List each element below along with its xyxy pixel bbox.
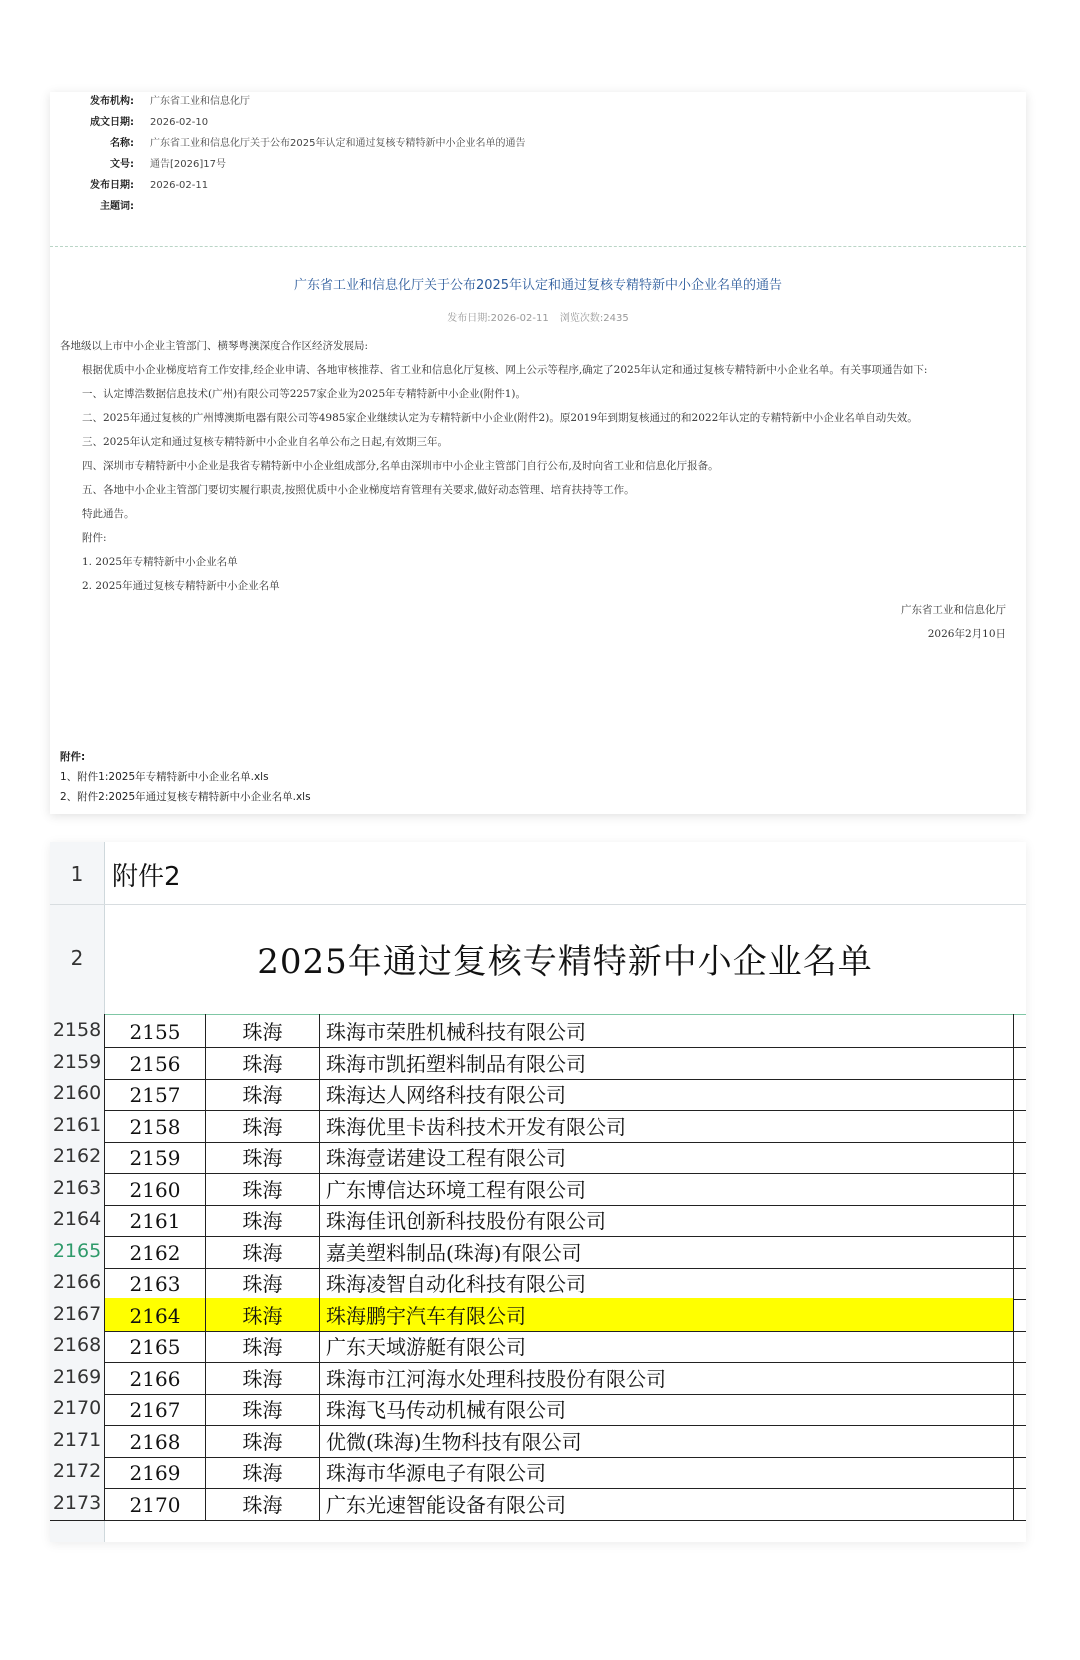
table-row	[50, 1046, 1026, 1080]
city-cell[interactable]: 珠海	[205, 1235, 319, 1268]
company-name-cell[interactable]: 嘉美塑料制品(珠海)有限公司	[319, 1235, 1013, 1268]
seq-cell[interactable]: 2168	[104, 1424, 205, 1457]
cell-border	[1013, 1487, 1014, 1520]
company-name-cell[interactable]: 珠海凌智自动化科技有限公司	[319, 1266, 1013, 1299]
meta-label: 名称:	[110, 138, 134, 149]
city-cell[interactable]: 珠海	[205, 1455, 319, 1488]
cell-border	[1013, 1172, 1014, 1205]
seq-cell[interactable]: 2161	[104, 1203, 205, 1236]
city-cell[interactable]: 珠海	[205, 1392, 319, 1425]
attachment-entry: 1. 2025年专精特新中小企业名单	[82, 556, 238, 568]
company-name-cell[interactable]: 珠海佳讯创新科技股份有限公司	[319, 1203, 1013, 1236]
sheet-row-2	[50, 904, 1026, 1015]
table-row	[50, 1140, 1026, 1174]
meta-value: 广东省工业和信息化厅	[150, 96, 250, 107]
paragraph: 五、各地中小企业主管部门要切实履行职责,按照优质中小企业梯度培育管理有关要求,做好动态管理、培育扶持等工作。	[82, 484, 635, 496]
attachment-link-2[interactable]: 2、附件2:2025年通过复核专精特新中小企业名单.xls	[60, 791, 311, 803]
spreadsheet	[50, 842, 1026, 1542]
row-number[interactable]: 2160	[50, 1077, 104, 1110]
city-cell[interactable]: 珠海	[205, 1077, 319, 1110]
table-row	[50, 1235, 1026, 1269]
paragraph: 附件:	[82, 532, 107, 544]
notice-card	[50, 92, 1026, 814]
row-number[interactable]: 2172	[50, 1455, 104, 1488]
company-name-cell[interactable]: 广东光速智能设备有限公司	[319, 1487, 1013, 1520]
seq-cell[interactable]: 2158	[104, 1109, 205, 1142]
dashed-divider	[50, 246, 1026, 247]
signature: 广东省工业和信息化厅	[901, 604, 1006, 616]
publish-info	[50, 310, 1026, 328]
table-row	[50, 1487, 1026, 1521]
city-cell[interactable]: 珠海	[205, 1487, 319, 1520]
table-row	[50, 1298, 1026, 1332]
meta-label: 主题词:	[100, 201, 134, 212]
view-count: 浏览次数:2435	[559, 313, 629, 324]
table-row	[50, 1014, 1026, 1048]
cell-border	[1013, 1109, 1014, 1142]
meta-value: 广东省工业和信息化厅关于公布2025年认定和通过复核专精特新中小企业名单的通告	[150, 138, 526, 149]
city-cell[interactable]: 珠海	[205, 1424, 319, 1457]
company-name-cell[interactable]: 广东天域游艇有限公司	[319, 1329, 1013, 1362]
cell-border	[1013, 1046, 1014, 1079]
company-name-cell[interactable]: 珠海壹诺建设工程有限公司	[319, 1140, 1013, 1173]
cell-border	[1013, 1329, 1014, 1362]
cell-border	[1013, 1361, 1014, 1394]
cell-border	[1013, 1266, 1014, 1299]
paragraph: 三、2025年认定和通过复核专精特新中小企业自名单公布之日起,有效期三年。	[82, 436, 449, 448]
seq-cell[interactable]: 2162	[104, 1235, 205, 1268]
company-name-cell[interactable]: 珠海市华源电子有限公司	[319, 1455, 1013, 1488]
table-row	[50, 1329, 1026, 1363]
notice-body	[60, 338, 1010, 650]
meta-value: 2026-02-11	[150, 180, 209, 191]
row-number[interactable]: 2	[70, 946, 84, 970]
city-cell[interactable]: 珠海	[205, 1140, 319, 1173]
row-number[interactable]: 2163	[50, 1172, 104, 1205]
seq-cell[interactable]: 2160	[104, 1172, 205, 1205]
paragraph: 根据优质中小企业梯度培育工作安排,经企业申请、各地审核推荐、省工业和信息化厅复核、网上公示等程序,确定了2025年认定和通过复核专精特新中小企业名单。有关事项通告如下:	[82, 364, 928, 376]
city-cell[interactable]: 珠海	[205, 1046, 319, 1079]
city-cell[interactable]: 珠海	[205, 1172, 319, 1205]
seq-cell[interactable]: 2170	[104, 1487, 205, 1520]
cell-border	[1013, 1235, 1014, 1268]
company-name-cell[interactable]: 珠海市荣胜机械科技有限公司	[319, 1014, 1013, 1047]
attachment-entry: 2. 2025年通过复核专精特新中小企业名单	[82, 580, 280, 592]
company-name-cell[interactable]: 珠海飞马传动机械有限公司	[319, 1392, 1013, 1425]
row-number[interactable]: 2170	[50, 1392, 104, 1425]
seq-cell[interactable]: 2169	[104, 1455, 205, 1488]
meta-value: 2026-02-10	[150, 117, 209, 128]
seq-cell[interactable]: 2166	[104, 1361, 205, 1394]
cell-border	[1013, 1203, 1014, 1236]
row-number[interactable]: 2171	[50, 1424, 104, 1457]
table-row	[50, 1203, 1026, 1237]
city-cell[interactable]: 珠海	[205, 1329, 319, 1362]
table-row	[50, 1424, 1026, 1458]
company-name-cell[interactable]: 珠海达人网络科技有限公司	[319, 1077, 1013, 1110]
company-name-cell[interactable]: 珠海鹏宇汽车有限公司	[319, 1298, 1013, 1331]
meta-label: 文号:	[110, 159, 134, 170]
sheet-row-1	[50, 842, 1026, 905]
publish-date: 发布日期:2026-02-11	[447, 313, 549, 324]
company-name-cell[interactable]: 珠海市江河海水处理科技股份有限公司	[319, 1361, 1013, 1394]
signature-date: 2026年2月10日	[927, 628, 1006, 640]
cell-border	[1013, 1140, 1014, 1173]
table-row	[50, 1172, 1026, 1206]
table-row	[50, 1361, 1026, 1395]
company-name-cell[interactable]: 珠海市凯拓塑料制品有限公司	[319, 1046, 1013, 1079]
sheet-title[interactable]: 2025年通过复核专精特新中小企业名单	[257, 942, 873, 982]
row-number[interactable]: 2162	[50, 1140, 104, 1173]
row-number[interactable]: 2167	[50, 1298, 104, 1331]
table-row	[50, 1392, 1026, 1426]
row-number[interactable]: 2168	[50, 1329, 104, 1362]
seq-cell[interactable]: 2163	[104, 1266, 205, 1299]
city-cell[interactable]: 珠海	[205, 1014, 319, 1047]
salutation: 各地级以上市中小企业主管部门、横琴粤澳深度合作区经济发展局:	[60, 340, 369, 352]
attachments-heading: 附件:	[60, 751, 86, 763]
paragraph: 特此通告。	[82, 508, 135, 520]
row-number[interactable]: 2158	[50, 1014, 104, 1047]
row-number[interactable]: 2173	[50, 1487, 104, 1520]
meta-label: 成文日期:	[90, 117, 134, 128]
notice-title: 广东省工业和信息化厅关于公布2025年认定和通过复核专精特新中小企业名单的通告	[293, 278, 783, 293]
cell-border	[1013, 1392, 1014, 1425]
seq-cell[interactable]: 2165	[104, 1329, 205, 1362]
paragraph: 一、认定博浩数据信息技术(广州)有限公司等2257家企业为2025年专精特新中小企业(附件1)。	[82, 388, 527, 400]
seq-cell[interactable]: 2159	[104, 1140, 205, 1173]
meta-label: 发布机构:	[90, 96, 134, 107]
seq-cell[interactable]: 2167	[104, 1392, 205, 1425]
row-number[interactable]: 1	[70, 862, 84, 886]
attachments-section	[60, 747, 960, 807]
company-name-cell[interactable]: 优微(珠海)生物科技有限公司	[319, 1424, 1013, 1457]
row-number[interactable]: 2161	[50, 1109, 104, 1142]
paragraph: 二、2025年通过复核的广州博澳斯电器有限公司等4985家企业继续认定为专精特新中小企业(附件2)。原2019年到期复核通过的和2022年认定的专精特新中小企业名单自动失效。	[82, 412, 918, 424]
row-number[interactable]: 2169	[50, 1361, 104, 1394]
row-number[interactable]: 2166	[50, 1266, 104, 1299]
company-name-cell[interactable]: 珠海优里卡齿科技术开发有限公司	[319, 1109, 1013, 1142]
table-row	[50, 1455, 1026, 1489]
seq-cell[interactable]: 2156	[104, 1046, 205, 1079]
table-row	[50, 1077, 1026, 1111]
cell-border	[1013, 1077, 1014, 1110]
row-number[interactable]: 2165	[50, 1235, 104, 1268]
cell-border	[1013, 1424, 1014, 1457]
attachment-link-1[interactable]: 1、附件1:2025年专精特新中小企业名单.xls	[60, 771, 269, 783]
row-number[interactable]: 2164	[50, 1203, 104, 1236]
city-cell[interactable]: 珠海	[205, 1266, 319, 1299]
company-name-cell[interactable]: 广东博信达环境工程有限公司	[319, 1172, 1013, 1205]
cell-border	[1013, 1298, 1014, 1331]
meta-label: 发布日期:	[90, 180, 134, 191]
meta-value: 通告[2026]17号	[150, 159, 226, 170]
cell-border	[1013, 1014, 1014, 1047]
city-cell[interactable]: 珠海	[205, 1203, 319, 1236]
cell-border	[1013, 1455, 1014, 1488]
seq-cell[interactable]: 2164	[104, 1298, 205, 1331]
city-cell[interactable]: 珠海	[205, 1109, 319, 1142]
attachment-label[interactable]: 附件2	[112, 862, 181, 892]
table-row	[50, 1266, 1026, 1300]
table-row	[50, 1109, 1026, 1143]
city-cell[interactable]: 珠海	[205, 1361, 319, 1394]
city-cell[interactable]: 珠海	[205, 1298, 319, 1331]
seq-cell[interactable]: 2155	[104, 1014, 205, 1047]
paragraph: 四、深圳市专精特新中小企业是我省专精特新中小企业组成部分,名单由深圳市中小企业主管部门自行公布,及时向省工业和信息化厅报备。	[82, 460, 719, 472]
row-number[interactable]: 2159	[50, 1046, 104, 1079]
seq-cell[interactable]: 2157	[104, 1077, 205, 1110]
